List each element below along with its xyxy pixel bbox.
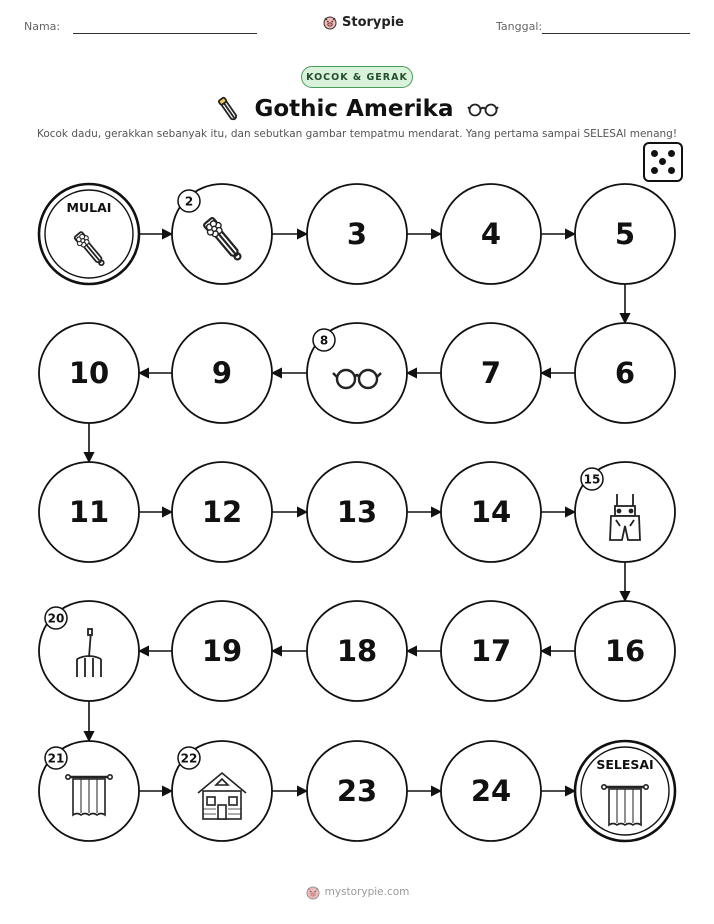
space-number: 13 xyxy=(336,495,378,529)
space-number: 10 xyxy=(68,356,110,390)
space-number: 5 xyxy=(614,217,636,251)
finish-label: SELESAI xyxy=(596,757,654,772)
curtain-icon xyxy=(66,775,112,815)
date-label: Tanggal: xyxy=(496,20,543,33)
board-space-20 xyxy=(39,601,139,701)
space-number: 9 xyxy=(211,356,233,390)
board-space-16 xyxy=(575,601,675,701)
board-space-22 xyxy=(172,741,272,841)
board-space-2 xyxy=(172,184,272,284)
board-space-10 xyxy=(39,323,139,423)
board-space-7 xyxy=(441,323,541,423)
space-number: 22 xyxy=(180,751,198,766)
footer xyxy=(0,884,714,900)
space-number: 14 xyxy=(470,495,512,529)
board-space-18 xyxy=(307,601,407,701)
space-number-badge xyxy=(581,468,603,490)
space-number: 19 xyxy=(201,634,243,668)
space-number: 16 xyxy=(604,634,646,668)
board-space-15 xyxy=(575,462,675,562)
space-number-badge xyxy=(313,329,335,351)
space-number-badge xyxy=(45,607,67,629)
space-number: 24 xyxy=(470,774,512,808)
game-type-badge: KOCOK & GERAK xyxy=(301,66,413,88)
space-number-badge xyxy=(178,747,200,769)
footer-website: mystorypie.com xyxy=(324,886,410,898)
board-space-17 xyxy=(441,601,541,701)
board-space-9 xyxy=(172,323,272,423)
finish-space xyxy=(575,741,675,841)
instructions: Kocok dadu, gerakkan sebanyak itu, dan sebutkan gambar tempatmu mendarat. Yang pertama sampai SELESAI menang! xyxy=(36,128,678,140)
board-spaces xyxy=(39,184,675,841)
start-label: MULAI xyxy=(66,200,112,215)
space-number: 21 xyxy=(47,751,65,766)
board-space-21 xyxy=(39,741,139,841)
name-label: Nama: xyxy=(24,20,61,33)
brand-name: Storypie xyxy=(342,14,404,30)
space-number: 18 xyxy=(336,634,378,668)
start-space xyxy=(39,184,139,284)
space-number: 12 xyxy=(201,495,243,529)
board-space-24 xyxy=(441,741,541,841)
space-number: 23 xyxy=(336,774,378,808)
space-number-badge xyxy=(45,747,67,769)
space-number: 6 xyxy=(614,356,636,390)
board-space-11 xyxy=(39,462,139,562)
board-space-4 xyxy=(441,184,541,284)
board-space-14 xyxy=(441,462,541,562)
space-number: 8 xyxy=(319,333,329,348)
space-number: 4 xyxy=(480,217,502,251)
board-space-23 xyxy=(307,741,407,841)
board-space-3 xyxy=(307,184,407,284)
space-number: 17 xyxy=(470,634,512,668)
board-space-12 xyxy=(172,462,272,562)
board-space-5 xyxy=(575,184,675,284)
board-space-6 xyxy=(575,323,675,423)
curtain-icon xyxy=(602,785,648,825)
page-title: Gothic Amerika xyxy=(254,96,454,122)
pig-mascot-icon xyxy=(305,884,321,900)
board-space-13 xyxy=(307,462,407,562)
space-number: 7 xyxy=(480,356,502,390)
space-number: 11 xyxy=(68,495,110,529)
space-number: 20 xyxy=(47,611,65,626)
space-number: 2 xyxy=(184,194,194,209)
space-number: 3 xyxy=(346,217,368,251)
board-space-19 xyxy=(172,601,272,701)
board-space-8 xyxy=(307,323,407,423)
space-number: 15 xyxy=(583,472,601,487)
space-number-badge xyxy=(178,190,200,212)
